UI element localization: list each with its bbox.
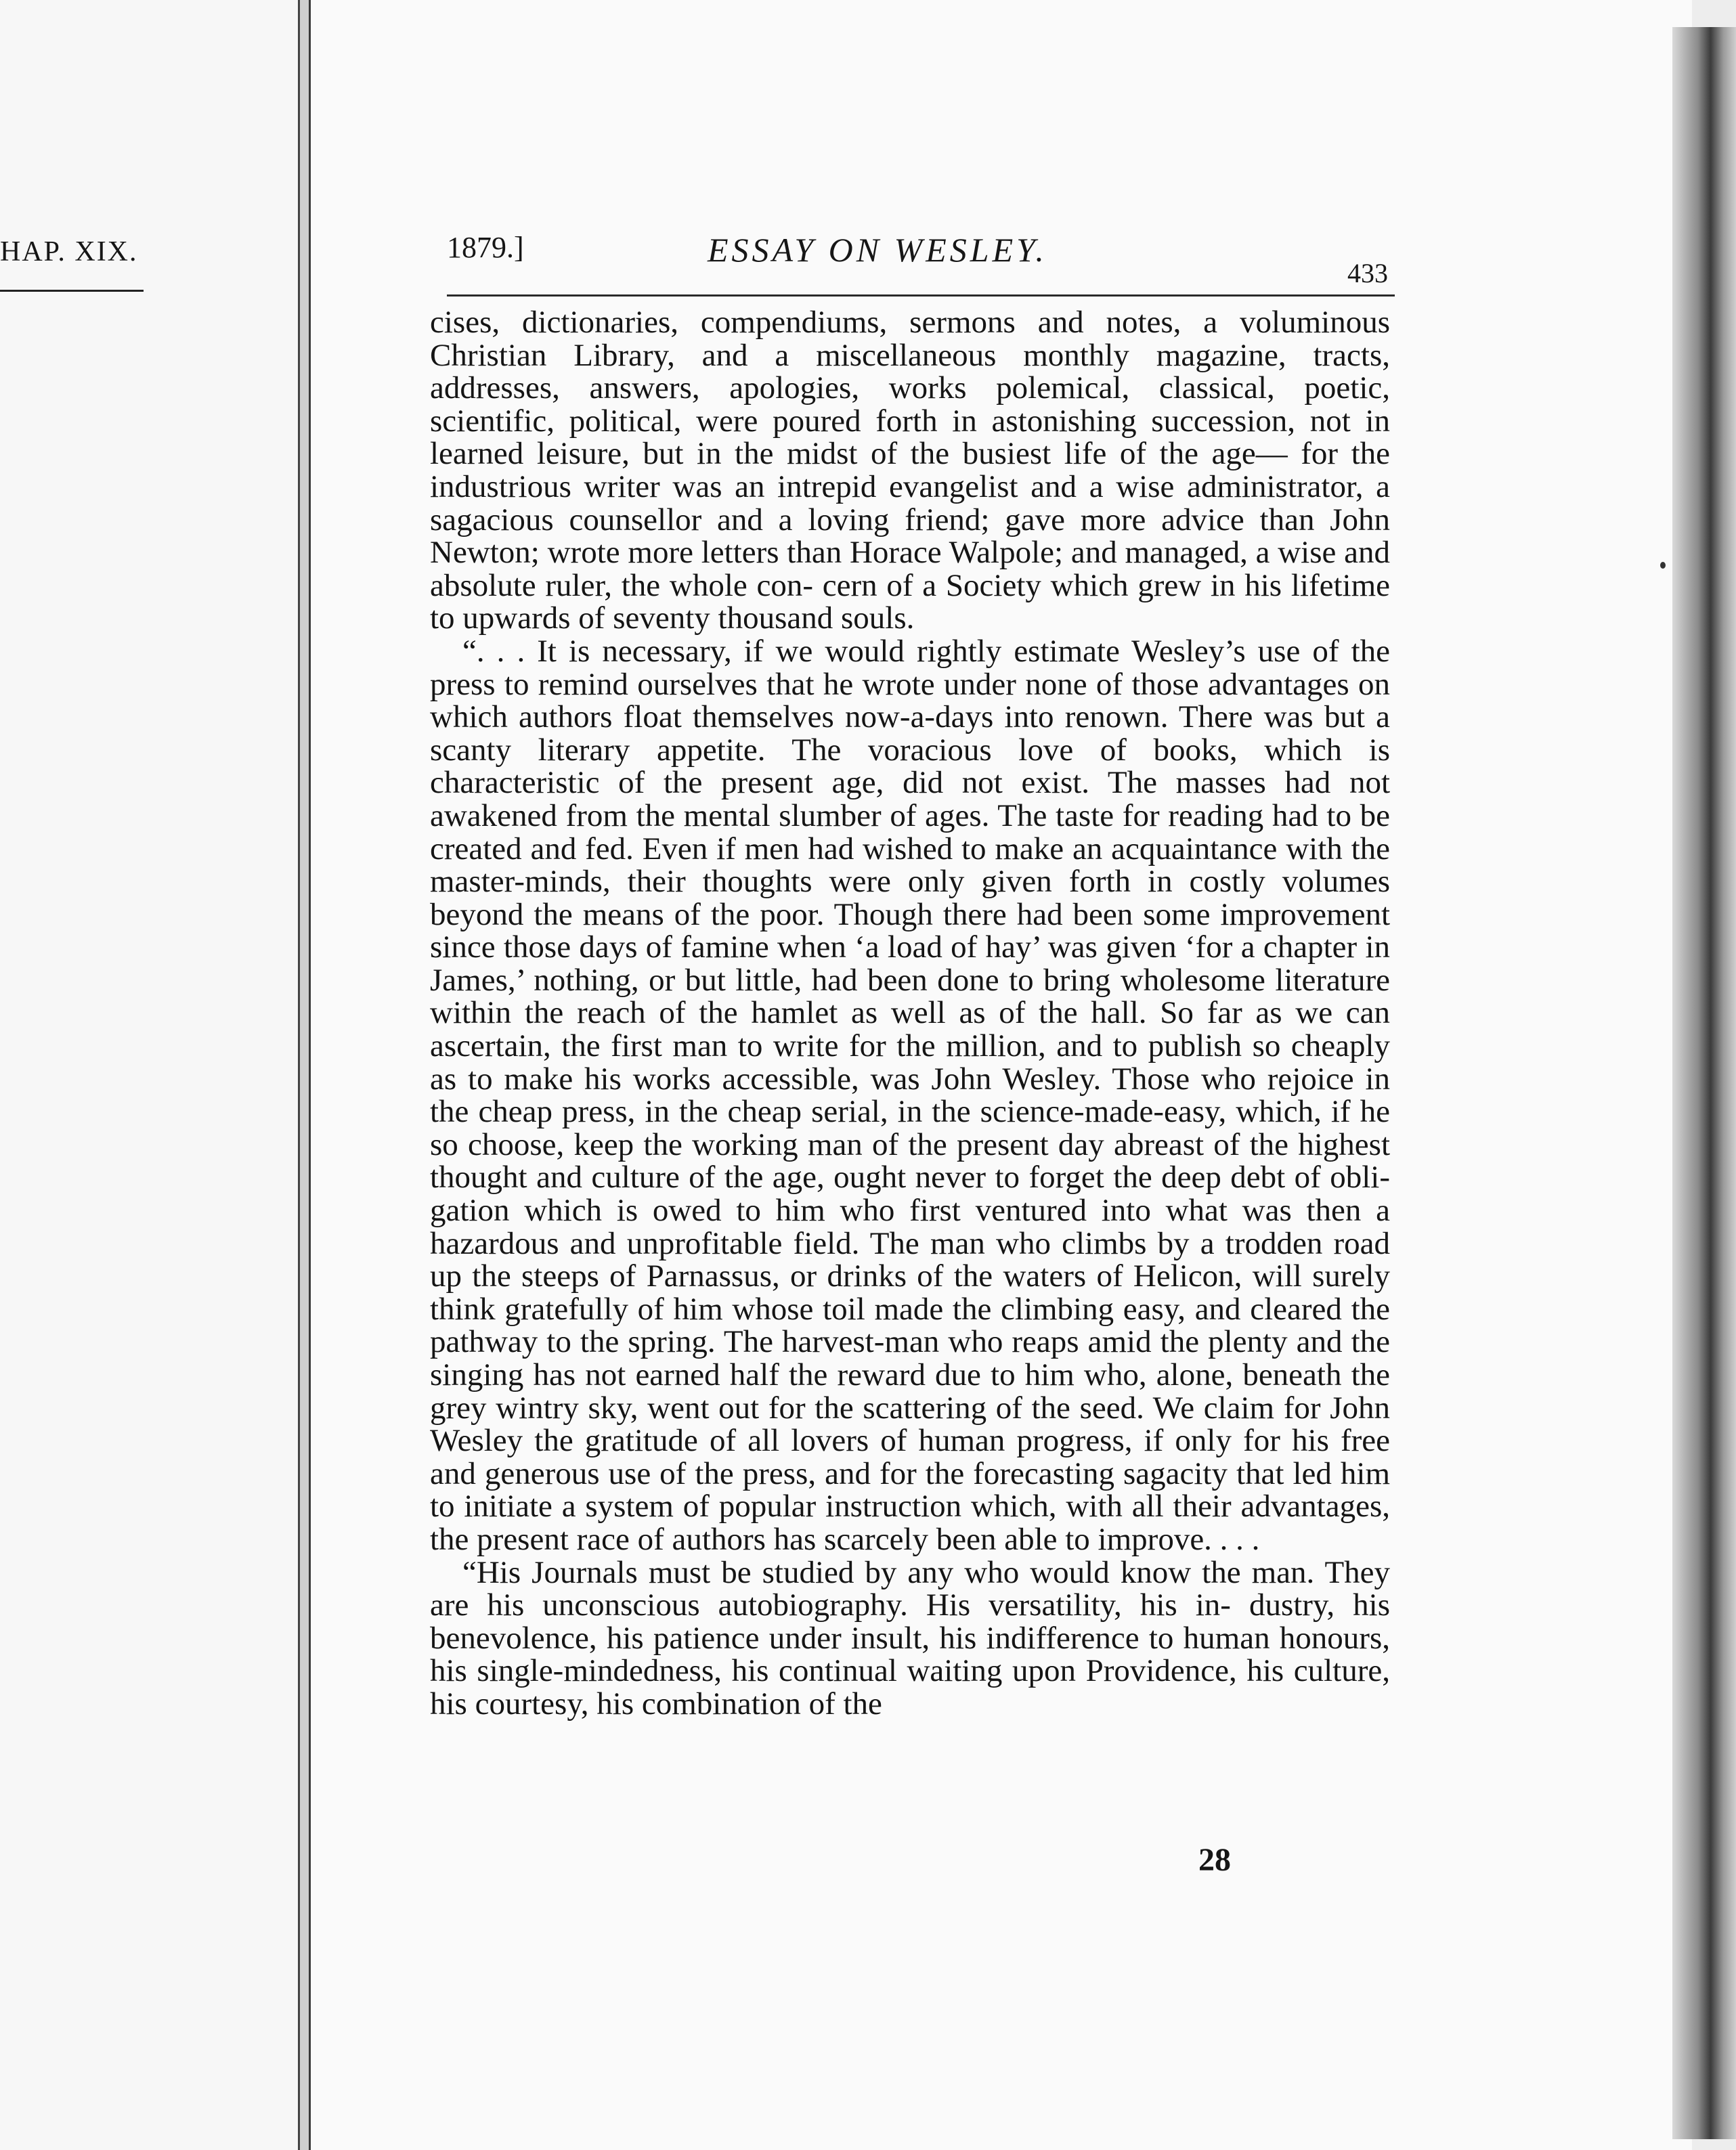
text-line: of the press to remind ourselves that he wrote under none of those <box>430 633 1390 702</box>
page-edge <box>1672 27 1736 2139</box>
text-line: dustry, his benevolence, his patience under insult, his indifference <box>430 1587 1391 1656</box>
running-head-year: 1879.] <box>447 231 524 264</box>
text-line: love of books, which is characteristic of the present age, did not <box>430 732 1391 801</box>
running-head <box>447 230 1395 288</box>
text-line: Walpole; and managed, a wise and absolute ruler, the whole con- <box>430 535 1390 603</box>
text-line: the hall. So far as we can ascertain, the first man to write for the <box>430 995 1391 1064</box>
text-line: John Wesley the gratitude of all lovers of human progress, if only <box>430 1390 1391 1459</box>
text-line: exist. The masses had not awakened from the mental slumber of <box>430 765 1390 833</box>
body-text <box>430 306 1390 1721</box>
text-line: men had wished to make an acquaintance with the master-minds, <box>430 831 1391 900</box>
signature-mark: 28 <box>1198 1842 1231 1878</box>
scan-speck <box>1660 562 1666 569</box>
text-line: and culture of the age, ought never to forget the deep debt of obli- <box>536 1160 1391 1195</box>
text-line: the climbing easy, and cleared the pathway to the spring. The <box>430 1291 1390 1360</box>
text-line: which, with all their advantages, the present race of authors has <box>430 1489 1390 1557</box>
text-line: administrator, a sagacious counsellor and a loving friend; gave <box>430 468 1390 538</box>
text-line: scarcely been able to improve. . . . <box>824 1521 1260 1557</box>
text-line: thousand souls. <box>718 600 915 636</box>
left-page-rule <box>0 290 144 292</box>
text-line: They are his unconscious autobiography. His versatility, his in- <box>430 1554 1391 1623</box>
text-line: earned half the reward due to him who, alone, beneath the grey <box>430 1357 1390 1426</box>
text-line: their thoughts were only given forth in costly volumes beyond the <box>430 864 1391 932</box>
text-line: advantages on which authors float themselves now-a-days into <box>430 666 1391 735</box>
text-line: cern of a Society which grew in his lifetime to upwards of seventy <box>430 567 1391 636</box>
text-line: Christian Library, and a miscellaneous monthly magazine, tracts, <box>430 337 1390 373</box>
left-page-header: HAP. XIX. <box>0 236 138 267</box>
page-number: 433 <box>1347 258 1388 288</box>
text-line: “. . . It is necessary, if we would rightly estimate Wesley’s use <box>462 633 1301 669</box>
text-line: trodden road up the steeps of Parnassus, or drinks of the waters <box>430 1225 1391 1294</box>
running-head-title: ESSAY ON WESLEY. <box>708 231 1047 269</box>
text-line: harvest-man who reaps amid the plenty and the singing has not <box>430 1324 1391 1392</box>
text-line: cises, dictionaries, compendiums, sermons and notes, a voluminous <box>430 305 1390 340</box>
text-line: for the industrious writer was an intrepid evangelist and a wise <box>430 436 1390 504</box>
paragraph <box>430 1556 1390 1721</box>
text-line: addresses, answers, apologies, works polemical, classical, poetic, <box>430 370 1390 406</box>
text-line: in learned leisure, but in the midst of the busiest life of the age— <box>430 403 1391 472</box>
text-line: for his free and generous use of the press, and for the forecasting <box>430 1423 1390 1491</box>
text-line: upon Providence, his culture, his courtesy, his combination of the <box>430 1653 1390 1721</box>
text-line: of Helicon, will surely think gratefully of him whose toil made <box>430 1258 1391 1327</box>
text-line: renown. There was but a scanty literary appetite. The voracious <box>430 699 1391 768</box>
text-line: wholesome literature within the reach of the hamlet as well as of <box>430 962 1390 1031</box>
text-line: “His Journals must be studied by any who would know the man. <box>462 1554 1315 1590</box>
text-line: gation which is owed to him who first ventured into what was then <box>430 1193 1362 1229</box>
text-line: to human honours, his single-mindedness, his continual waiting <box>430 1620 1391 1689</box>
text-line: the working man of the present day abreast of the highest thought <box>430 1126 1391 1195</box>
text-line: scientific, political, were poured forth in astonishing succession, not <box>430 403 1351 439</box>
text-line: since those days of famine when ‘a load of hay’ was given ‘for a <box>430 929 1255 965</box>
left-facing-page <box>0 0 298 2150</box>
text-line: more advice than John Newton; wrote more letters than Horace <box>430 502 1391 571</box>
text-line: million, and to publish so cheaply as to make his works accessible, <box>430 1028 1390 1097</box>
text-line: means of the poor. Though there had been some improvement <box>582 896 1391 932</box>
text-line: ages. The taste for reading had to be created and fed. Even if <box>430 797 1390 866</box>
text-line: cheap serial, in the science-made-easy, which, if he so choose, keep <box>430 1094 1391 1162</box>
text-line: sagacity that led him to initiate a system of popular instruction <box>430 1455 1391 1524</box>
paragraph <box>430 306 1390 635</box>
paragraph <box>430 635 1390 1556</box>
text-line: was John Wesley. Those who rejoice in the cheap press, in the <box>430 1061 1390 1130</box>
text-line: a hazardous and unprofitable field. The man who climbs by a <box>430 1193 1390 1261</box>
text-line: chapter in James,’ nothing, or but little, had been done to bring <box>430 929 1390 998</box>
header-rule <box>447 294 1395 297</box>
text-line: wintry sky, went out for the scattering of the seed. We claim for <box>496 1390 1321 1426</box>
